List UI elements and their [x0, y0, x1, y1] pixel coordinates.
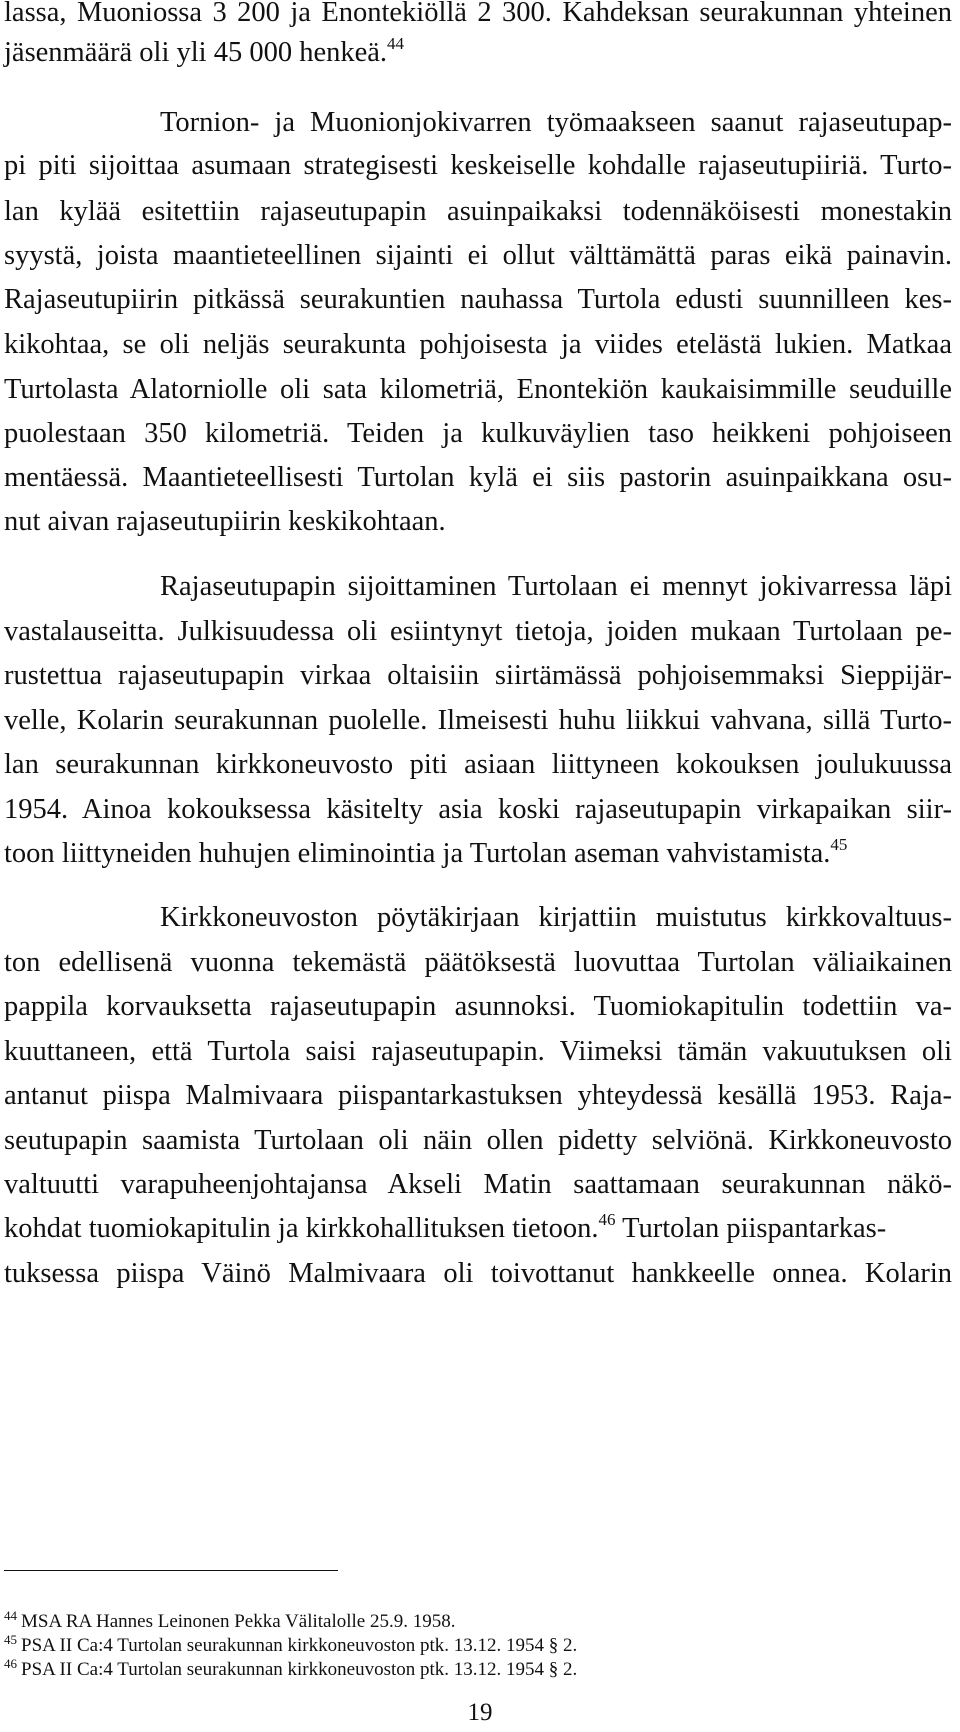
paragraph-line: antanut piispa Malmivaara piispantarkastuksen yhteydessä kesällä 1953. Raja- — [4, 1080, 952, 1111]
paragraph-line — [4, 834, 952, 874]
paragraph-line-text: jäsenmäärä oli yli 45 000 henkeä. — [4, 37, 388, 68]
footnote-number: 46 — [4, 1656, 17, 1671]
paragraph-line: ton edellisenä vuonna tekemästä päätöksestä luovuttaa Turtolan väliaikainen — [4, 947, 952, 978]
footnote-45 — [4, 1634, 577, 1658]
footnote-44 — [4, 1610, 456, 1634]
paragraph-line: kikohtaa, se oli neljäs seurakunta pohjoisesta ja viides etelästä lukien. Matkaa — [4, 329, 952, 360]
footnote-separator — [4, 1570, 338, 1571]
footnote-text: PSA II Ca:4 Turtolan seurakunnan kirkkoneuvoston ptk. 13.12. 1954 § 2. — [21, 1659, 578, 1680]
paragraph-line: lan kylää esitettiin rajaseutupapin asuinpaikaksi todennäköisesti monestakin — [4, 196, 952, 227]
paragraph-line: lassa, Muoniossa 3 200 ja Enontekiöllä 2 300. Kahdeksan seurakunnan yhteinen — [4, 0, 952, 28]
paragraph-line: tuksessa piispa Väinö Malmivaara oli toivottanut hankkeelle onnea. Kolarin — [4, 1258, 952, 1289]
footnote-ref-46[interactable]: 46 — [598, 1210, 616, 1229]
paragraph-line — [4, 33, 952, 73]
footnote-number: 44 — [4, 1608, 17, 1623]
paragraph-line: syystä, joista maantieteellinen sijainti ei ollut välttämättä paras eikä painavin. — [4, 240, 952, 271]
paragraph-line: velle, Kolarin seurakunnan puolelle. Ilmeisesti huhu liikkui vahvana, sillä Turto- — [4, 705, 952, 736]
paragraph-line: valtuutti varapuheenjohtajansa Akseli Matin saattamaan seurakunnan näkö- — [4, 1169, 952, 1200]
footnote-ref-45[interactable]: 45 — [830, 835, 848, 854]
paragraph-line: mentäessä. Maantieteellisesti Turtolan kylä ei siis pastorin asuinpaikkana osu- — [4, 462, 952, 493]
paragraph-line: puolestaan 350 kilometriä. Teiden ja kulkuväylien taso heikkeni pohjoiseen — [4, 418, 952, 449]
paragraph-line-text: Turtolan piispantarkas- — [615, 1213, 887, 1244]
paragraph-line-text: toon liittyneiden huhujen eliminointia ja Turtolan aseman vahvistamista. — [4, 838, 831, 869]
footnote-text: PSA II Ca:4 Turtolan seurakunnan kirkkoneuvoston ptk. 13.12. 1954 § 2. — [21, 1635, 578, 1656]
paragraph-line: kuuttaneen, että Turtola saisi rajaseutupapin. Viimeksi tämän vakuutuksen oli — [4, 1036, 952, 1067]
paragraph-line: lan seurakunnan kirkkoneuvosto piti asiaan liittyneen kokouksen joulukuussa — [4, 749, 952, 780]
paragraph-line: Rajaseutupapin sijoittaminen Turtolaan ei mennyt jokivarressa läpi — [160, 571, 952, 602]
paragraph-line: seutupapin saamista Turtolaan oli näin ollen pidetty selviönä. Kirkkoneuvosto — [4, 1125, 952, 1156]
paragraph-line: pappila korvauksetta rajaseutupapin asunnoksi. Tuomiokapitulin todettiin va- — [4, 991, 952, 1022]
paragraph-line: nut aivan rajaseutupiirin keskikohtaan. — [4, 506, 446, 537]
paragraph-line: pi piti sijoittaa asumaan strategisesti keskeiselle kohdalle rajaseutupiiriä. Turto- — [4, 150, 952, 181]
paragraph-line: Rajaseutupiirin pitkässä seurakuntien nauhassa Turtola edusti suunnilleen kes- — [4, 284, 952, 315]
paragraph-line — [4, 1209, 952, 1249]
page-number: 19 — [467, 1699, 493, 1726]
footnote-ref-44[interactable]: 44 — [387, 34, 405, 53]
footnote-text: MSA RA Hannes Leinonen Pekka Välitalolle 25.9. 1958. — [21, 1611, 456, 1632]
footnote-number: 45 — [4, 1632, 17, 1647]
paragraph-line: rustettua rajaseutupapin virkaa oltaisiin siirtämässä pohjoisemmaksi Sieppijär- — [4, 660, 952, 691]
paragraph-line: vastalauseitta. Julkisuudessa oli esiintynyt tietoja, joiden mukaan Turtolaan pe- — [4, 616, 952, 647]
paragraph-line: Kirkkoneuvoston pöytäkirjaan kirjattiin muistutus kirkkovaltuus- — [160, 902, 952, 933]
paragraph-line: Tornion- ja Muonionjokivarren työmaakseen saanut rajaseutupap- — [160, 107, 952, 138]
paragraph-line: 1954. Ainoa kokouksessa käsitelty asia koski rajaseutupapin virkapaikan siir- — [4, 794, 952, 825]
paragraph-line: Turtolasta Alatorniolle oli sata kilometriä, Enontekiön kaukaisimmille seuduille — [4, 374, 952, 405]
paragraph-line-text: kohdat tuomiokapitulin ja kirkkohallituksen tietoon. — [4, 1213, 599, 1244]
footnote-46 — [4, 1658, 577, 1682]
